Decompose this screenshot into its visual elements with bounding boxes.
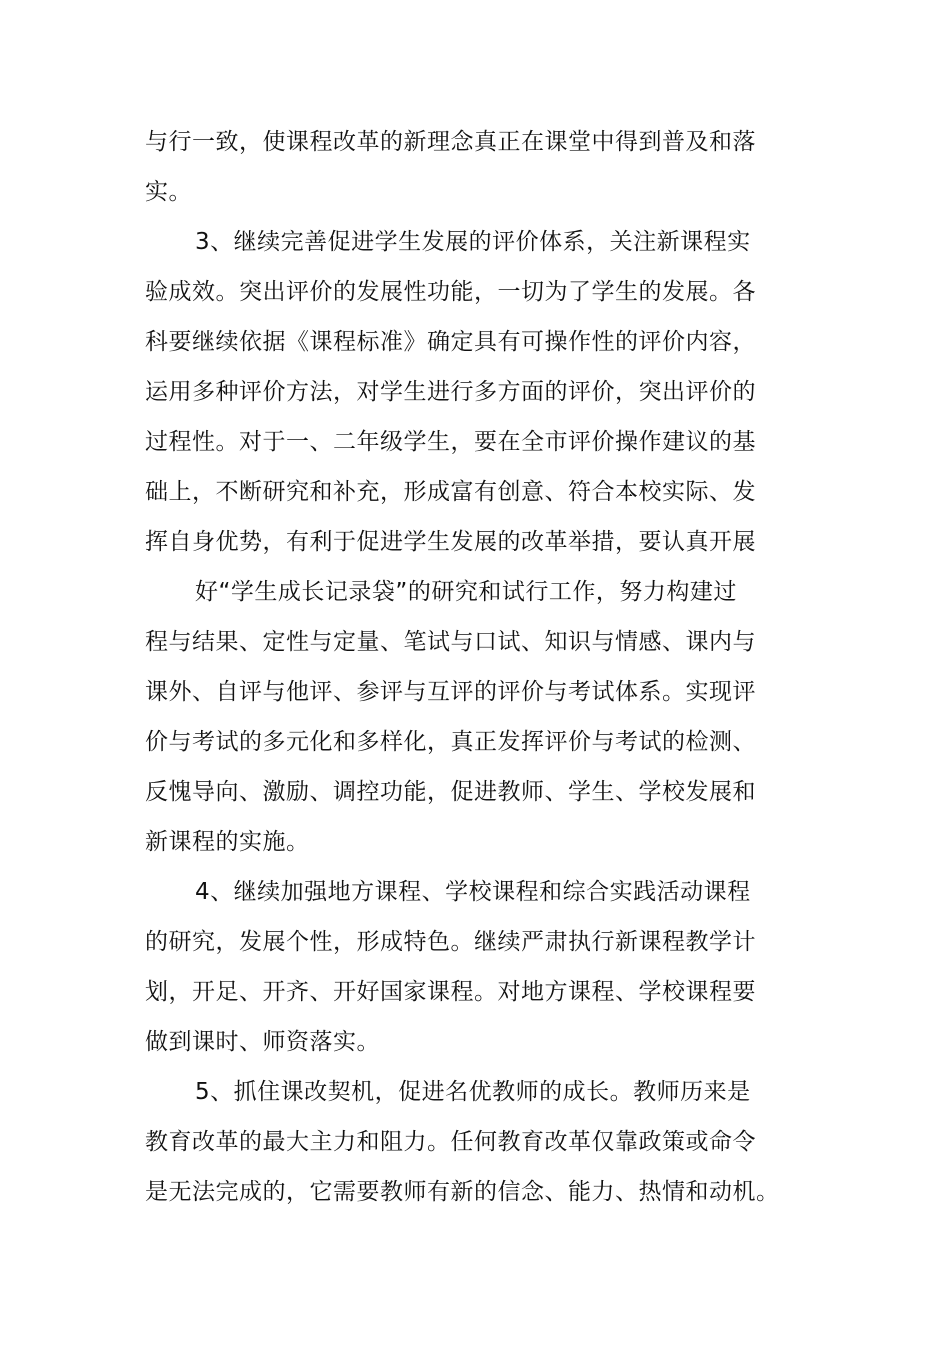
body-text-line: 与行一致，使课程改革的新理念真正在课堂中得到普及和落 <box>145 129 756 155</box>
body-text-line: 实。 <box>145 179 192 205</box>
body-text-line: 挥自身优势，有利于促进学生发展的改革举措，要认真开展 <box>145 529 756 555</box>
body-text-line: 科要继续依据《课程标准》确定具有可操作性的评价内容， <box>145 329 756 355</box>
body-text-line: 验成效。突出评价的发展性功能，一切为了学生的发展。各 <box>145 279 756 305</box>
body-text-line: 价与考试的多元化和多样化，真正发挥评价与考试的检测、 <box>145 729 756 755</box>
body-text-line: 课外、自评与他评、参评与互评的评价与考试体系。实现评 <box>145 679 756 705</box>
body-text-line: 教育改革的最大主力和阻力。任何教育改革仅靠政策或命令 <box>145 1129 756 1155</box>
list-item-3-heading: 3、继续完善促进学生发展的评价体系，关注新课程实 <box>195 229 751 255</box>
body-text-line: 是无法完成的，它需要教师有新的信念、能力、热情和动机。 <box>145 1179 780 1205</box>
body-text-line: 新课程的实施。 <box>145 829 310 855</box>
body-text-line: 运用多种评价方法，对学生进行多方面的评价，突出评价的 <box>145 379 756 405</box>
body-text-line: 做到课时、师资落实。 <box>145 1029 380 1055</box>
body-text-line: 过程性。对于一、二年级学生，要在全市评价操作建议的基 <box>145 429 756 455</box>
body-text-line: 础上，不断研究和补充，形成富有创意、符合本校实际、发 <box>145 479 756 505</box>
list-item-4-heading: 4、继续加强地方课程、学校课程和综合实践活动课程 <box>195 879 751 905</box>
list-item-5-heading: 5、抓住课改契机，促进名优教师的成长。教师历来是 <box>195 1079 751 1105</box>
body-text-line: 好“学生成长记录袋”的研究和试行工作，努力构建过 <box>195 579 737 605</box>
body-text-line: 划，开足、开齐、开好国家课程。对地方课程、学校课程要 <box>145 979 756 1005</box>
body-text-line: 反愧导向、激励、调控功能，促进教师、学生、学校发展和 <box>145 779 756 805</box>
body-text-line: 程与结果、定性与定量、笔试与口试、知识与情感、课内与 <box>145 629 756 655</box>
body-text-line: 的研究，发展个性，形成特色。继续严肃执行新课程教学计 <box>145 929 756 955</box>
